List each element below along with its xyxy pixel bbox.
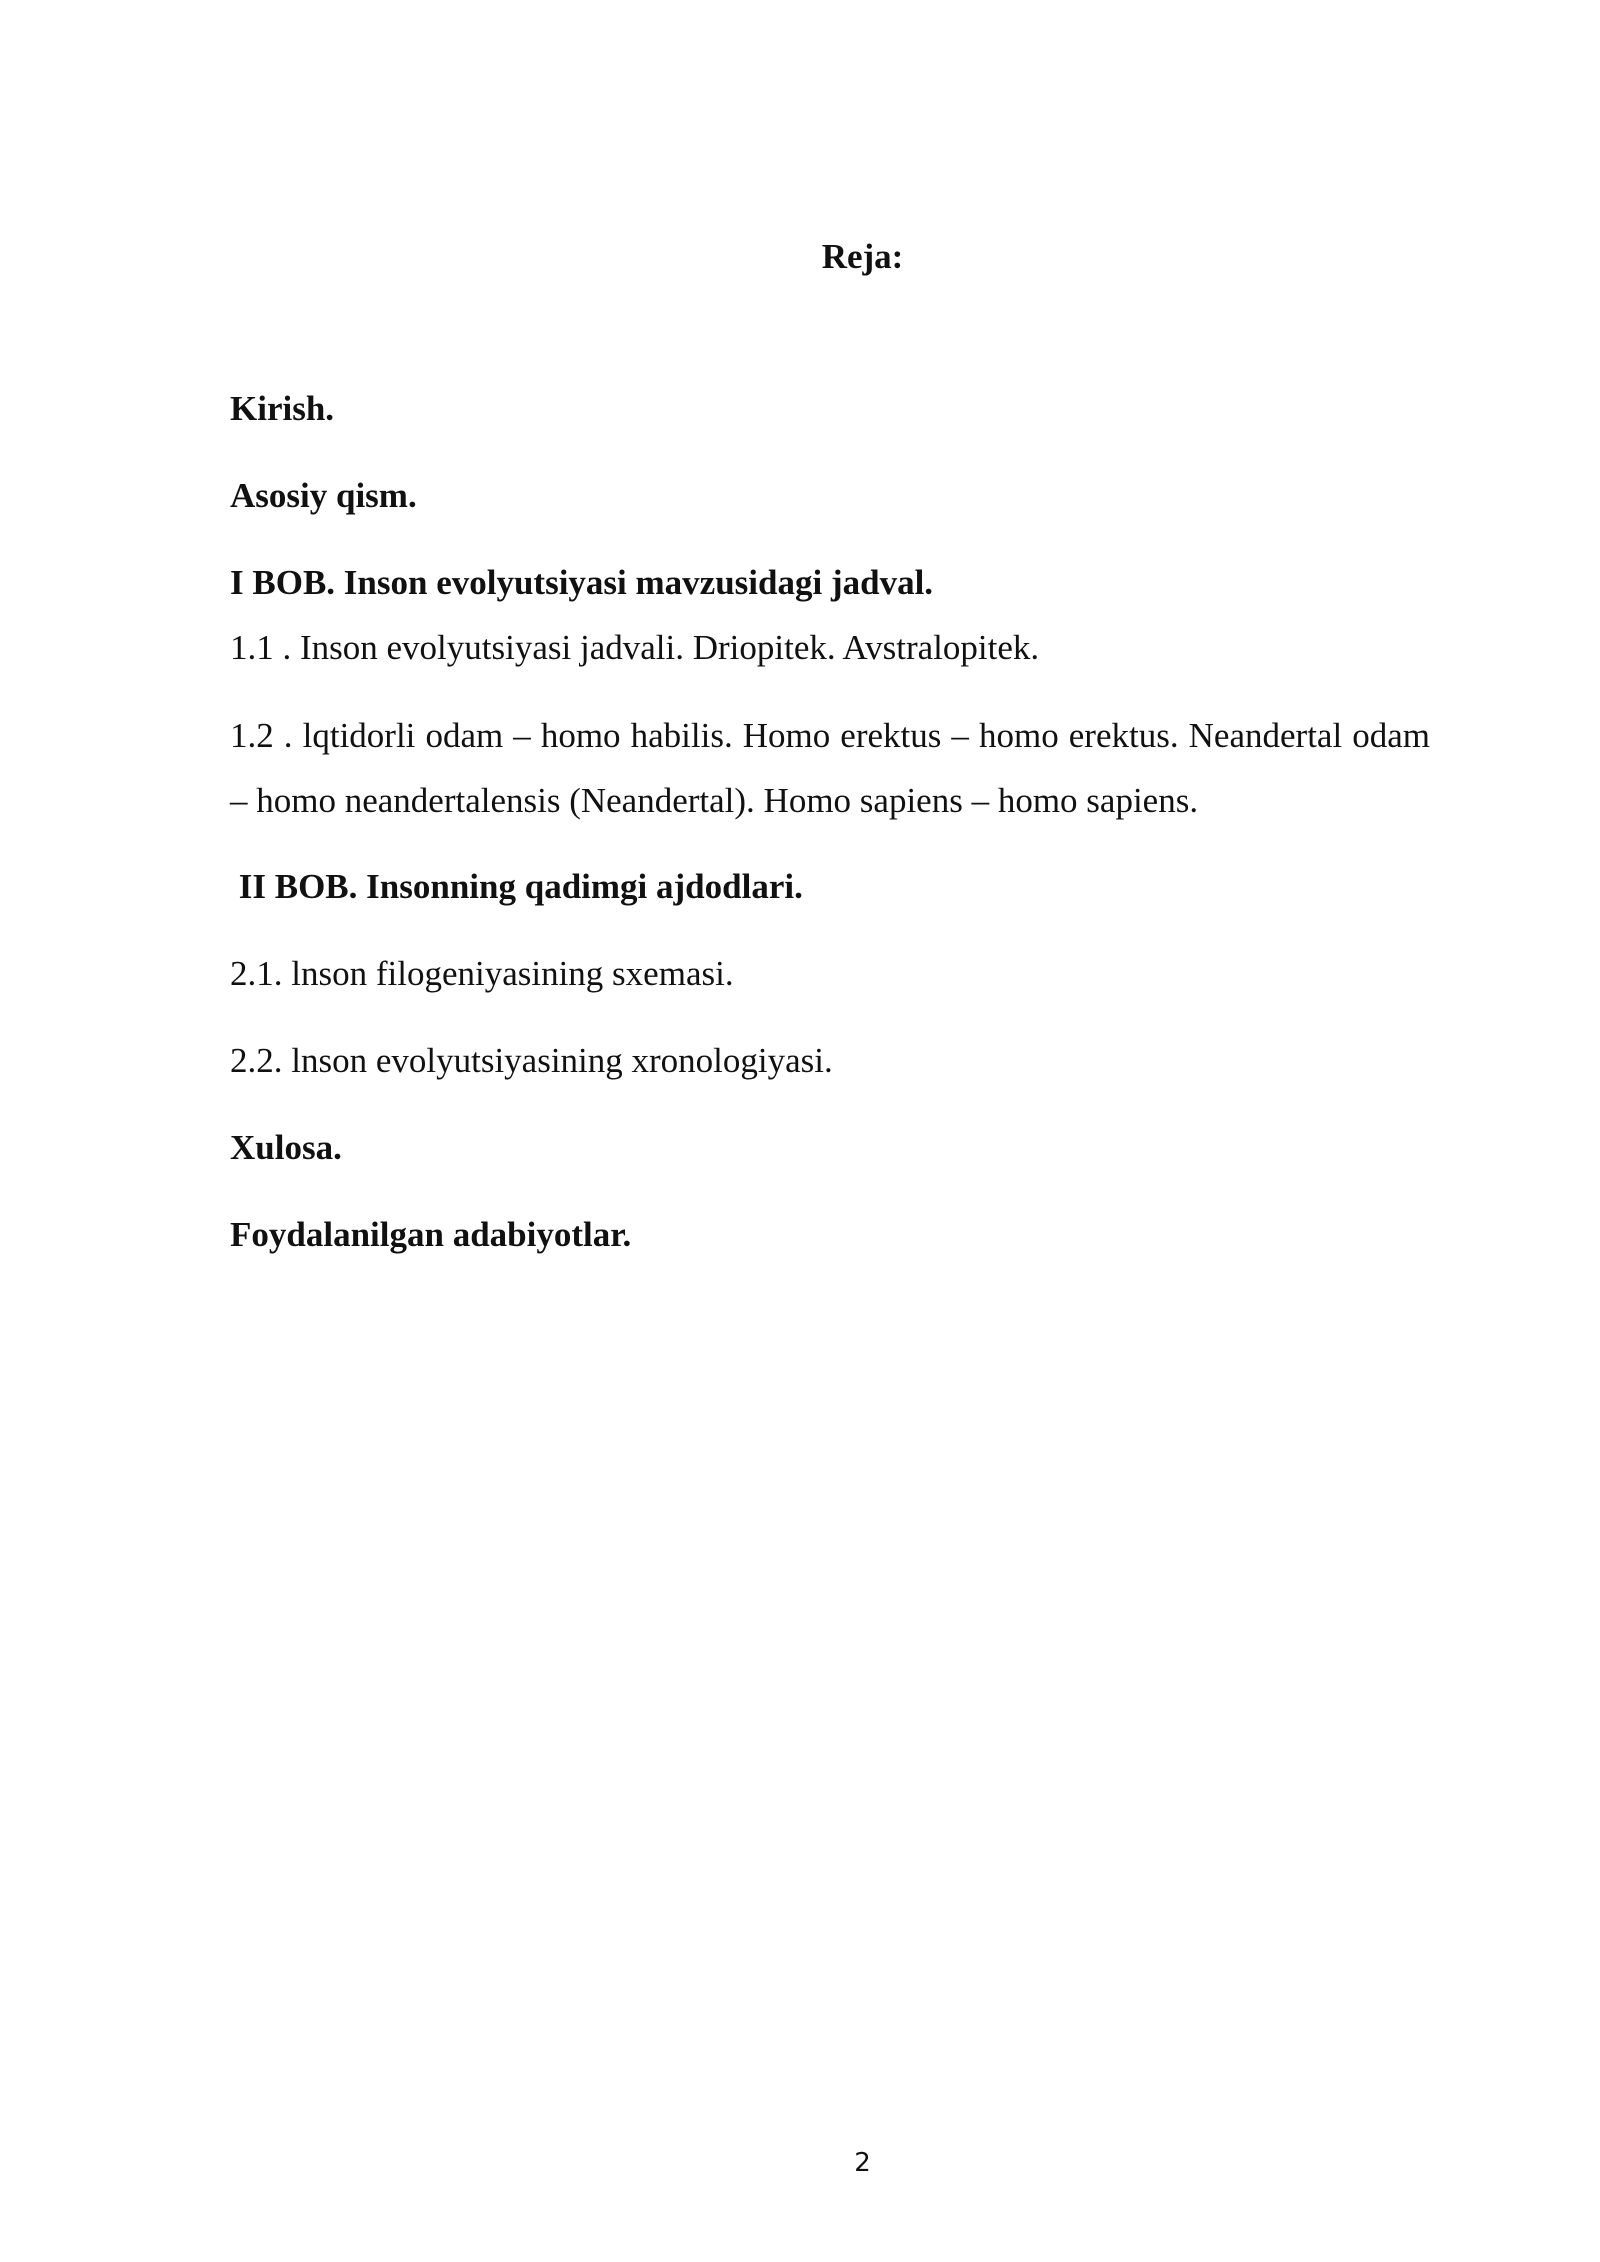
toc-item-section-1-1: 1.1 . Inson evolyutsiyasi jadvali. Driopitek. Avstralopitek. [230,628,1040,667]
toc-item-section-2-1: 2.1. lnson filogeniyasining sxemasi. [230,954,734,993]
toc-item-section-2-2: 2.2. lnson evolyutsiyasining xronologiyasi. [230,1041,833,1080]
toc-item-section-1-2: 1.2 . lqtidorli odam – homo habilis. Homo erektus – homo erektus. Neandertal odam – homo neandertalensis (Neandertal). Homo sapiens – homo sapiens. [230,716,1430,820]
document-title: Reja: [821,237,904,276]
page-number: 2 [854,2148,871,2178]
toc-item-xulosa: Xulosa. [230,1128,342,1167]
toc-item-adabiyotlar: Foydalanilgan adabiyotlar. [230,1215,632,1254]
toc-item-asosiy-qism: Asosiy qism. [230,476,417,515]
toc-item-chapter-1: I BOB. Inson evolyutsiyasi mavzusidagi jadval. [230,563,934,602]
toc-item-kirish: Kirish. [230,389,335,428]
toc-item-chapter-2: II BOB. Insonning qadimgi ajdodlari. [230,867,803,906]
